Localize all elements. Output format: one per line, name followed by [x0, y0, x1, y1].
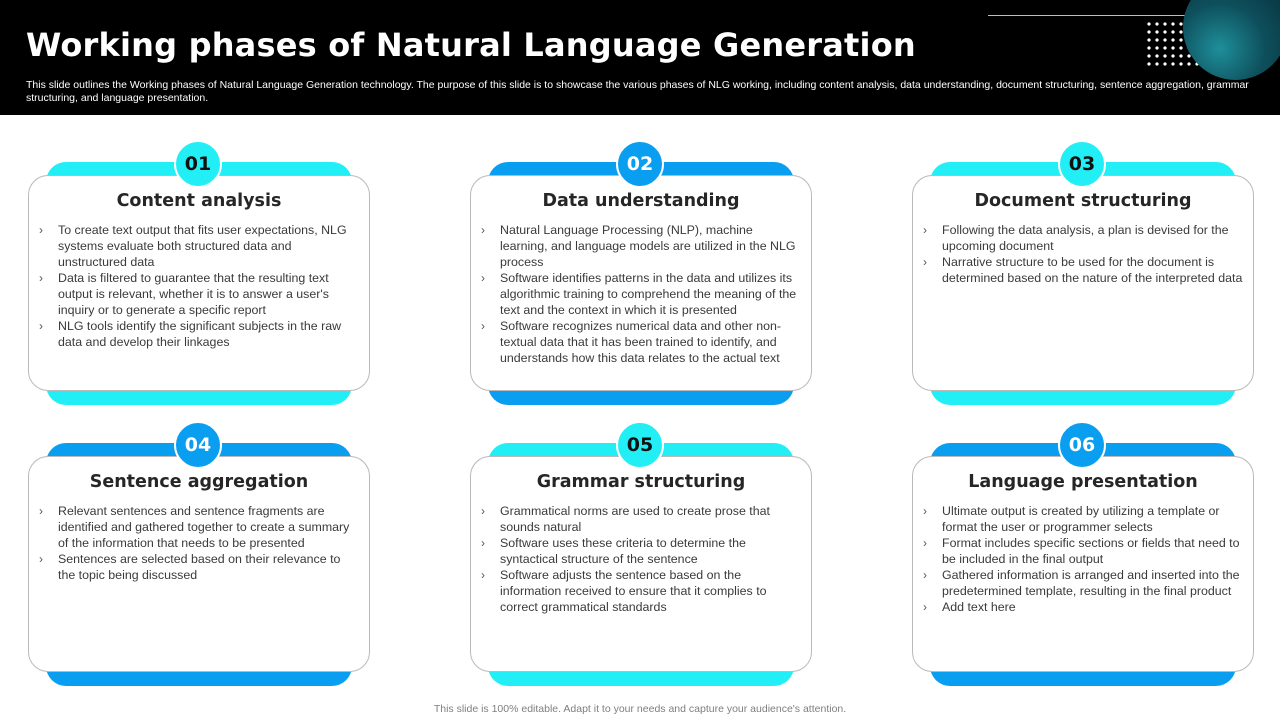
chevron-right-icon: › [481, 536, 485, 550]
chevron-right-icon: › [923, 504, 927, 518]
bullet-item [922, 599, 1245, 615]
bullet-text: Software recognizes numerical data and other non-textual data that it has been trained to identify, and understands how this data relates to the actual text [500, 319, 782, 365]
slide-header [0, 0, 1280, 115]
chevron-right-icon: › [39, 319, 43, 333]
page-subtitle: This slide outlines the Working phases of Natural Language Generation technology. The purpose of this slide is to showcase the various phases of NLG working, including content analysis, data understanding, document structuring, sentence aggregation, grammar structuring, and language presentation. [26, 79, 1249, 104]
bullet-text: Ultimate output is created by utilizing a template or format the user or programmer selects [942, 504, 1220, 534]
bullet-item [922, 503, 1245, 535]
bullet-item [922, 222, 1245, 254]
bullet-text: Software adjusts the sentence based on the information received to ensure that it complies to correct grammatical standards [500, 568, 767, 614]
step-number-badge: 01 [174, 140, 222, 188]
bullet-item [480, 503, 803, 535]
bullet-text: To create text output that fits user expectations, NLG systems evaluate both structured data and unstructured data [58, 223, 347, 269]
card-bullet-list [38, 222, 361, 350]
chevron-right-icon: › [923, 223, 927, 237]
bullet-item [922, 535, 1245, 567]
bullet-item [480, 270, 803, 318]
bullet-item [480, 318, 803, 366]
bullet-text: NLG tools identify the significant subjects in the raw data and develop their linkages [58, 319, 342, 349]
bullet-item [922, 567, 1245, 599]
bullet-item [480, 567, 803, 615]
card-bullet-list [922, 503, 1245, 615]
card-bullet-list [480, 222, 803, 366]
card-title: Grammar structuring [536, 472, 746, 492]
card-bullet-list [38, 503, 361, 583]
card-body [912, 175, 1254, 391]
card-body [912, 456, 1254, 672]
phase-card [912, 140, 1254, 406]
card-title: Document structuring [974, 191, 1192, 211]
card-title: Language presentation [968, 472, 1198, 492]
bullet-item [480, 535, 803, 567]
bullet-item [38, 318, 361, 350]
bullet-text: Following the data analysis, a plan is devised for the upcoming document [942, 223, 1229, 253]
bullet-item [38, 551, 361, 583]
bullet-text: Software identifies patterns in the data and utilizes its algorithmic training to comprehend the meaning of the text and the context in which it is presented [500, 271, 797, 317]
footer-note: This slide is 100% editable. Adapt it to your needs and capture your audience's attention. [433, 703, 847, 715]
bullet-item [38, 222, 361, 270]
phase-card [912, 421, 1254, 687]
bullet-text: Format includes specific sections or fields that need to be included in the final output [942, 536, 1240, 566]
chevron-right-icon: › [923, 255, 927, 269]
bullet-text: Natural Language Processing (NLP), machine learning, and language models are utilized in the NLG process [500, 223, 796, 269]
bullet-item [38, 503, 361, 551]
chevron-right-icon: › [923, 568, 927, 582]
card-bullet-list [922, 222, 1245, 286]
card-bullet-list [480, 503, 803, 615]
bullet-text: Data is filtered to guarantee that the resulting text output is relevant, whether it is to answer a user's inquiry or to generate a specific report [58, 271, 329, 317]
step-number-badge: 04 [174, 421, 222, 469]
phase-card [470, 140, 812, 406]
phase-card [28, 140, 370, 406]
chevron-right-icon: › [481, 319, 485, 333]
chevron-right-icon: › [481, 568, 485, 582]
chevron-right-icon: › [39, 223, 43, 237]
bullet-item [480, 222, 803, 270]
chevron-right-icon: › [923, 600, 927, 614]
step-number-badge: 06 [1058, 421, 1106, 469]
bullet-text: Add text here [942, 600, 1016, 614]
card-body [470, 175, 812, 391]
chevron-right-icon: › [481, 223, 485, 237]
bullet-text: Gathered information is arranged and inserted into the predetermined template, resulting in the final product [942, 568, 1240, 598]
card-title: Sentence aggregation [89, 472, 309, 492]
chevron-right-icon: › [481, 271, 485, 285]
bullet-text: Sentences are selected based on their relevance to the topic being discussed [58, 552, 341, 582]
card-body [470, 456, 812, 672]
chevron-right-icon: › [39, 552, 43, 566]
bullet-item [38, 270, 361, 318]
bullet-text: Grammatical norms are used to create prose that sounds natural [500, 504, 770, 534]
phase-card [470, 421, 812, 687]
page-title: Working phases of Natural Language Generation [26, 26, 916, 64]
chevron-right-icon: › [39, 504, 43, 518]
bullet-item [922, 254, 1245, 286]
bullet-text: Narrative structure to be used for the document is determined based on the nature of the interpreted data [942, 255, 1243, 285]
card-title: Data understanding [542, 191, 740, 211]
decorative-line [988, 15, 1214, 16]
bullet-text: Software uses these criteria to determine the syntactical structure of the sentence [500, 536, 746, 566]
chevron-right-icon: › [39, 271, 43, 285]
card-body [28, 175, 370, 391]
chevron-right-icon: › [481, 504, 485, 518]
card-title: Content analysis [116, 191, 282, 211]
step-number-badge: 02 [616, 140, 664, 188]
step-number-badge: 05 [616, 421, 664, 469]
card-body [28, 456, 370, 672]
step-number-badge: 03 [1058, 140, 1106, 188]
bullet-text: Relevant sentences and sentence fragments are identified and gathered together to create a summary of the information that needs to be presented [58, 504, 350, 550]
chevron-right-icon: › [923, 536, 927, 550]
phase-card [28, 421, 370, 687]
